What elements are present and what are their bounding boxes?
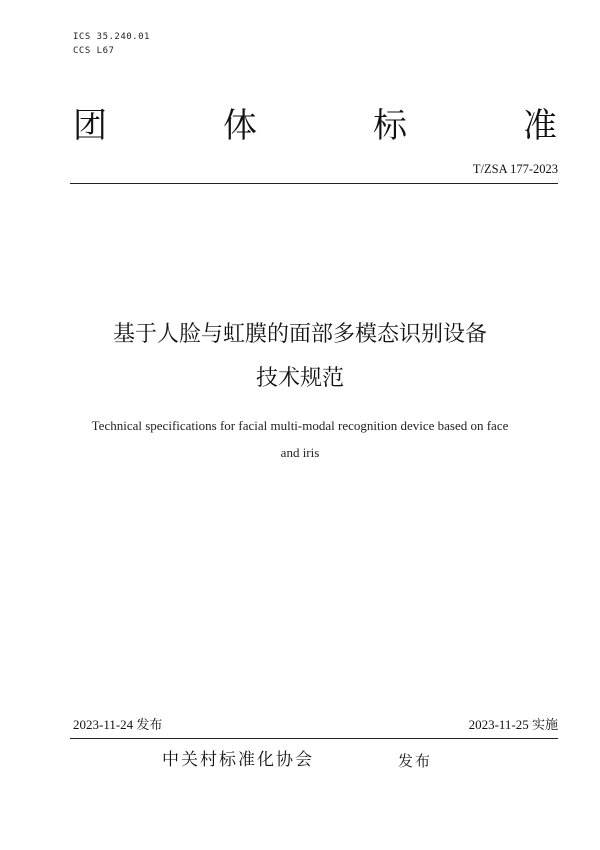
title-english-line-1: Technical specifications for facial multi-modal recognition device based on face [91, 418, 509, 433]
standard-type-char: 准 [523, 106, 557, 146]
standard-type-char: 体 [223, 106, 257, 146]
standard-type-heading [73, 104, 557, 148]
issue-date: 2023-11-24 发布 [73, 717, 163, 732]
standard-type-char: 标 [373, 106, 407, 146]
standard-number: T/ZSA 177-2023 [472, 162, 558, 176]
title-chinese-line-1: 基于人脸与虹膜的面部多模态识别设备 [112, 322, 487, 347]
ics-code: ICS 35.240.01 [73, 32, 150, 42]
ccs-code: CCS L67 [73, 46, 115, 56]
standard-type-char: 团 [73, 106, 107, 146]
publish-label: 发布 [398, 752, 433, 770]
classification-codes [73, 30, 150, 58]
implementation-date: 2023-11-25 实施 [468, 717, 558, 732]
top-divider [70, 183, 558, 184]
title-chinese-line-2: 技术规范 [255, 366, 344, 391]
title-english-line-2: and iris [280, 445, 320, 460]
bottom-divider [70, 738, 558, 739]
publisher-name: 中关村标准化协会 [162, 750, 314, 770]
